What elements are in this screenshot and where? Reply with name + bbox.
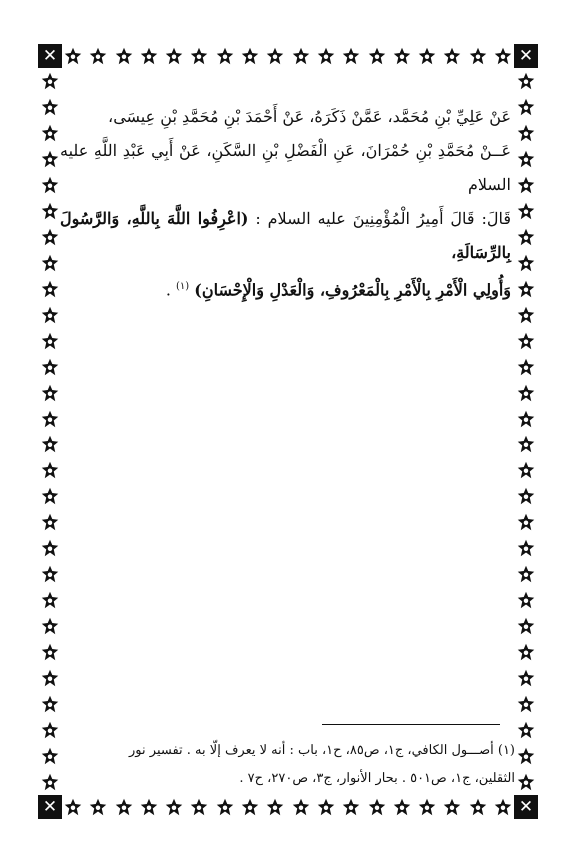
star-ornament-icon: [342, 47, 360, 65]
star-ornament-icon: [517, 695, 535, 713]
text-line-2: عَــنْ مُحَمَّدِ بْنِ حُمْرَانَ، عَنِ الْفَضْلِ بْنِ السَّكَنِ، عَنْ أَبِي عَبْدِ اللَّهِ عليه السلام: [60, 141, 511, 194]
star-ornament-icon: [41, 435, 59, 453]
star-ornament-icon: [418, 798, 436, 816]
star-ornament-icon: [140, 47, 158, 65]
star-ornament-icon: [517, 487, 535, 505]
star-ornament-icon: [418, 47, 436, 65]
quote-part-2: وَأُولِي الْأَمْرِ بِالْأَمْرِ بِالْمَعْرُوفِ، وَالْعَدْلِ وَالْإِحْسَانِ): [194, 280, 511, 300]
star-ornament-icon: [517, 98, 535, 116]
narration-start: قَالَ: قَالَ أَمِيرُ الْمُؤْمِنِينَ عليه السلام :: [248, 209, 511, 228]
hadith-text: [60, 100, 511, 307]
star-ornament-icon: [41, 254, 59, 272]
star-ornament-icon: [517, 539, 535, 557]
star-ornament-icon: [41, 747, 59, 765]
star-ornament-icon: [41, 643, 59, 661]
star-ornament-icon: [241, 47, 259, 65]
star-ornament-icon: [41, 358, 59, 376]
star-ornament-icon: [41, 721, 59, 739]
star-ornament-icon: [517, 773, 535, 791]
star-ornament-icon: [41, 228, 59, 246]
star-ornament-icon: [317, 798, 335, 816]
star-ornament-icon: [517, 150, 535, 168]
star-ornament-icon: [41, 410, 59, 428]
star-ornament-icon: [41, 487, 59, 505]
footnote-line-2: الثقلين، ج١، ص٥٠١ . بحار الأنوار، ج٣، ص٢٧٠، ح٧ .: [239, 771, 515, 786]
star-ornament-icon: [241, 798, 259, 816]
star-ornament-icon: [368, 47, 386, 65]
star-ornament-icon: [64, 798, 82, 816]
star-ornament-icon: [517, 176, 535, 194]
star-ornament-icon: [41, 280, 59, 298]
star-ornament-icon: [216, 798, 234, 816]
star-ornament-icon: [165, 47, 183, 65]
footnote-line-1: (١) أصـــول الكافي، ج١، ص٨٥، ح١، باب : أنه لا يعرف إلّا به . تفسير نور: [129, 743, 515, 758]
text-line-4: [60, 270, 511, 307]
star-ornament-icon: [115, 47, 133, 65]
star-ornament-icon: [368, 798, 386, 816]
sentence-end: .: [165, 280, 177, 300]
star-ornament-icon: [115, 798, 133, 816]
star-ornament-icon: [517, 254, 535, 272]
star-ornament-icon: [41, 202, 59, 220]
star-ornament-icon: [494, 798, 512, 816]
star-ornament-icon: [41, 98, 59, 116]
star-ornament-icon: [190, 798, 208, 816]
star-ornament-icon: [517, 358, 535, 376]
star-ornament-icon: [292, 47, 310, 65]
star-ornament-icon: [41, 72, 59, 90]
footnote-divider: [322, 724, 500, 725]
star-ornament-icon: [517, 435, 535, 453]
x-corner-icon: [514, 44, 538, 68]
star-ornament-icon: [517, 461, 535, 479]
quote-part-1: (اعْرِفُوا اللَّهَ بِاللَّهِ، وَالرَّسُولَ بِالرِّسَالَةِ،: [60, 209, 511, 262]
star-ornament-icon: [342, 798, 360, 816]
star-ornament-icon: [517, 617, 535, 635]
text-line-3: [60, 202, 511, 270]
star-ornament-icon: [469, 47, 487, 65]
star-ornament-icon: [443, 47, 461, 65]
star-ornament-icon: [89, 798, 107, 816]
star-ornament-icon: [292, 798, 310, 816]
star-ornament-icon: [393, 798, 411, 816]
star-ornament-icon: [41, 384, 59, 402]
footnote: [62, 737, 515, 793]
star-ornament-icon: [517, 591, 535, 609]
star-ornament-icon: [41, 773, 59, 791]
star-ornament-icon: [517, 332, 535, 350]
star-ornament-icon: [41, 332, 59, 350]
star-ornament-icon: [517, 669, 535, 687]
star-ornament-icon: [64, 47, 82, 65]
star-ornament-icon: [393, 47, 411, 65]
x-corner-icon: [38, 795, 62, 819]
text-line-1: عَنْ عَلِيِّ بْنِ مُحَمَّد، عَمَّنْ ذَكَرَهُ، عَنْ أَحْمَدَ بْنِ مُحَمَّدِ بْنِ عِيسَى،: [108, 107, 511, 126]
star-ornament-icon: [41, 565, 59, 583]
star-ornament-icon: [190, 47, 208, 65]
star-ornament-icon: [266, 798, 284, 816]
star-ornament-icon: [41, 461, 59, 479]
star-ornament-icon: [517, 306, 535, 324]
star-ornament-icon: [517, 384, 535, 402]
x-corner-icon: [514, 795, 538, 819]
x-corner-icon: [38, 44, 62, 68]
star-ornament-icon: [494, 47, 512, 65]
star-ornament-icon: [216, 47, 234, 65]
star-ornament-icon: [41, 124, 59, 142]
star-ornament-icon: [517, 565, 535, 583]
star-ornament-icon: [41, 150, 59, 168]
star-ornament-icon: [517, 643, 535, 661]
star-ornament-icon: [517, 747, 535, 765]
star-ornament-icon: [517, 72, 535, 90]
star-ornament-icon: [517, 280, 535, 298]
star-ornament-icon: [517, 202, 535, 220]
star-ornament-icon: [41, 176, 59, 194]
star-ornament-icon: [41, 695, 59, 713]
star-ornament-icon: [41, 513, 59, 531]
star-ornament-icon: [41, 306, 59, 324]
star-ornament-icon: [517, 124, 535, 142]
star-ornament-icon: [41, 617, 59, 635]
star-ornament-icon: [140, 798, 158, 816]
star-ornament-icon: [517, 410, 535, 428]
star-ornament-icon: [517, 228, 535, 246]
star-ornament-icon: [517, 721, 535, 739]
star-ornament-icon: [317, 47, 335, 65]
star-ornament-icon: [517, 513, 535, 531]
star-ornament-icon: [165, 798, 183, 816]
star-ornament-icon: [41, 539, 59, 557]
star-ornament-icon: [443, 798, 461, 816]
star-ornament-icon: [266, 47, 284, 65]
star-ornament-icon: [469, 798, 487, 816]
star-ornament-icon: [89, 47, 107, 65]
star-ornament-icon: [41, 669, 59, 687]
footnote-reference: (١): [176, 281, 190, 292]
star-ornament-icon: [41, 591, 59, 609]
